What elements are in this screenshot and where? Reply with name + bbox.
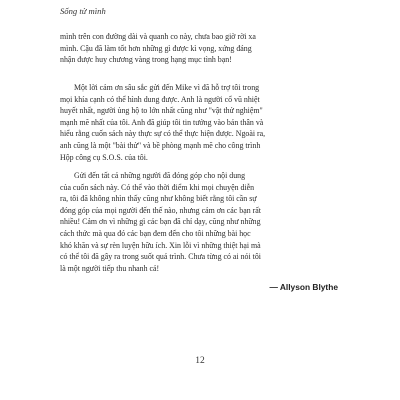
paragraph-line: cách thức mà qua đó các bạn đem đến cho tôi những bài học: [60, 228, 251, 238]
author-signature: — Allyson Blythe: [269, 282, 338, 292]
paragraph-3: [60, 170, 345, 274]
paragraph-line: đóng góp của mọi người đến thế nào, nhưng cảm ơn các bạn rất: [60, 205, 261, 215]
paragraph-line: mình. Cậu đã làm tốt hơn những gì được kì vọng, xứng đáng: [60, 43, 252, 53]
paragraph-line: ra, tôi đã không nhìn thấy cũng như không biết rằng tôi cần sự: [60, 194, 257, 204]
paragraph-line: Gửi đến tất cả những người đã đóng góp cho nội dung: [74, 171, 246, 180]
paragraph-line: của cuốn sách này. Có thể vào thời điểm khi mọi chuyện diễn: [60, 182, 255, 192]
paragraph-1: [60, 31, 345, 66]
paragraph-line: mọi khía cạnh có thể hình dung được. Anh là người cổ vũ nhiệt: [60, 94, 260, 104]
paragraph-line: hiểu rằng cuốn sách này thực sự có thể thực hiện được. Ngoài ra,: [60, 129, 266, 139]
paragraph-line: nhiều! Cảm ơn vì những gì các bạn đã chỉ dạy, cũng như những: [60, 217, 261, 227]
paragraph-line: mình trên con đường dài và quanh co này, chưa bao giờ rời xa: [60, 32, 256, 41]
paragraph-line: Hộp công cụ S.O.S. của tôi.: [60, 152, 148, 162]
paragraph-2: [60, 82, 345, 163]
running-title: Sống tử mình: [60, 6, 106, 16]
paragraph-line: anh cũng là một "bài thử" và bề phòng mạnh mẽ cho công trình: [60, 140, 261, 150]
paragraph-line: là một người tiếp thu nhanh cả!: [60, 263, 160, 273]
paragraph-line: mạnh mẽ nhất của tôi. Anh đã giúp tôi tin tưởng vào bản thân và: [60, 117, 264, 127]
paragraph-line: nhận được huy chương vàng trong hạng mục tình bạn!: [60, 55, 232, 65]
paragraph-line: có thể tôi đã gây ra trong suốt quá trình. Chưa từng có ai nói tôi: [60, 252, 261, 262]
paragraph-line: khó khăn và sự rèn luyện hữu ích. Xin lỗi vì những thiệt hại mà: [60, 240, 261, 250]
paragraph-line: huyết nhất, người ủng hộ to lớn nhất cũng như "vật thử nghiệm": [60, 106, 263, 116]
page-number: 12: [195, 356, 205, 366]
paragraph-line: Một lời cảm ơn sâu sắc gửi đến Mike vì đã hỗ trợ tôi trong: [74, 83, 260, 92]
